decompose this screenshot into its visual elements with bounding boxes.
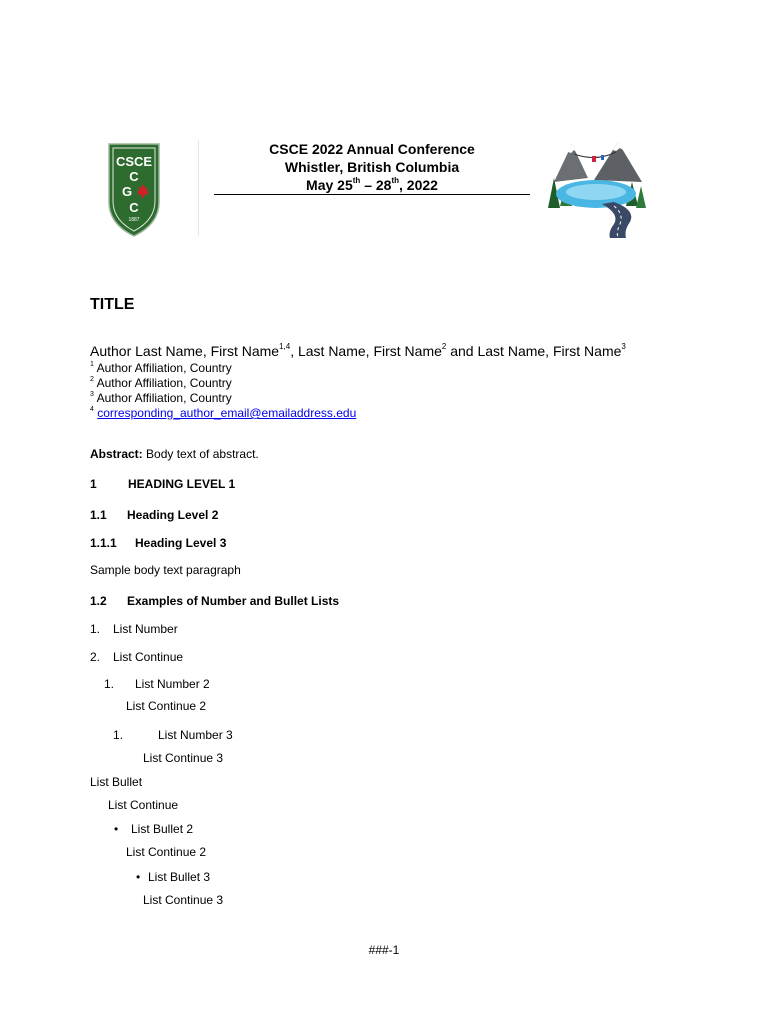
affiliation-1: $^1$ Author Affiliation, Country — [90, 361, 232, 375]
csce-logo — [106, 140, 162, 238]
logo-text-g: G — [121, 184, 133, 199]
heading-1: HEADING LEVEL 1 — [128, 477, 236, 491]
whistler-logo — [544, 138, 648, 238]
list-continue: List Continue — [113, 650, 184, 664]
list-bullet-2: List Bullet 2 — [131, 822, 194, 836]
list-number-1: List Number — [113, 622, 178, 636]
logo-text-year: 1887 — [128, 217, 140, 223]
conference-location: Whistler, British Columbia — [284, 159, 460, 175]
heading-2: Heading Level 2 — [127, 508, 219, 522]
list-bullet-continue: List Continue — [108, 798, 179, 812]
list-number-1-marker: 1. — [90, 622, 101, 636]
list-bullet: List Bullet — [90, 775, 143, 789]
heading-3: Heading Level 3 — [135, 536, 227, 550]
body-paragraph: Sample body text paragraph — [90, 563, 241, 577]
heading-2b-number: 1.2 — [90, 594, 107, 608]
abstract-label: Abstract: — [90, 447, 143, 461]
affiliation-3: $^3$ Author Affiliation, Country — [90, 391, 232, 405]
corresponding-email-link[interactable]: corresponding_author_email@emailaddress.edu — [97, 406, 357, 420]
heading-2b: Examples of Number and Bullet Lists — [127, 594, 340, 608]
affiliation-4: $^4$ corresponding_author_email@emailaddress.edu — [90, 406, 357, 420]
logo-text-c2: C — [129, 200, 139, 215]
conference-name: CSCE 2022 Annual Conference — [269, 141, 475, 157]
header-rule — [214, 194, 530, 195]
header-separator — [198, 140, 199, 236]
affiliation-2: $^2$ Author Affiliation, Country — [90, 376, 232, 390]
list-number-2-level-marker: 1. — [104, 677, 115, 691]
heading-2-number: 1.1 — [90, 508, 107, 522]
list-bullet-continue-3: List Continue 3 — [143, 893, 224, 907]
conference-header — [214, 140, 530, 194]
logo-text-c1: C — [129, 169, 139, 184]
list-number-2-marker: 2. — [90, 650, 101, 664]
list-number-3-level-marker: 1. — [113, 728, 124, 742]
list-continue-3: List Continue 3 — [143, 751, 224, 765]
list-bullet-continue-2: List Continue 2 — [126, 845, 207, 859]
bullet-icon: • — [114, 822, 119, 836]
list-continue-2: List Continue 2 — [126, 699, 207, 713]
paper-title: TITLE — [90, 296, 135, 313]
abstract-text: Body text of abstract. — [142, 447, 259, 461]
list-number-2-level: List Number 2 — [135, 677, 210, 691]
heading-3-number: 1.1.1 — [90, 536, 117, 550]
abstract — [90, 447, 259, 461]
list-bullet-3: List Bullet 3 — [148, 870, 211, 884]
list-number-3-level: List Number 3 — [158, 728, 233, 742]
conference-dates: May 25th – 28th, 2022 — [306, 176, 438, 193]
page-number: ###-1 — [368, 943, 400, 957]
heading-1-number: 1 — [90, 477, 97, 491]
bullet-icon: • — [136, 870, 141, 884]
author-line: Author Last Name, First Name$^{1,4}$, Last Name, First Name$^2$ and Last Name, First Name$^3$ — [90, 342, 626, 359]
logo-text-csce: CSCE — [115, 154, 153, 169]
